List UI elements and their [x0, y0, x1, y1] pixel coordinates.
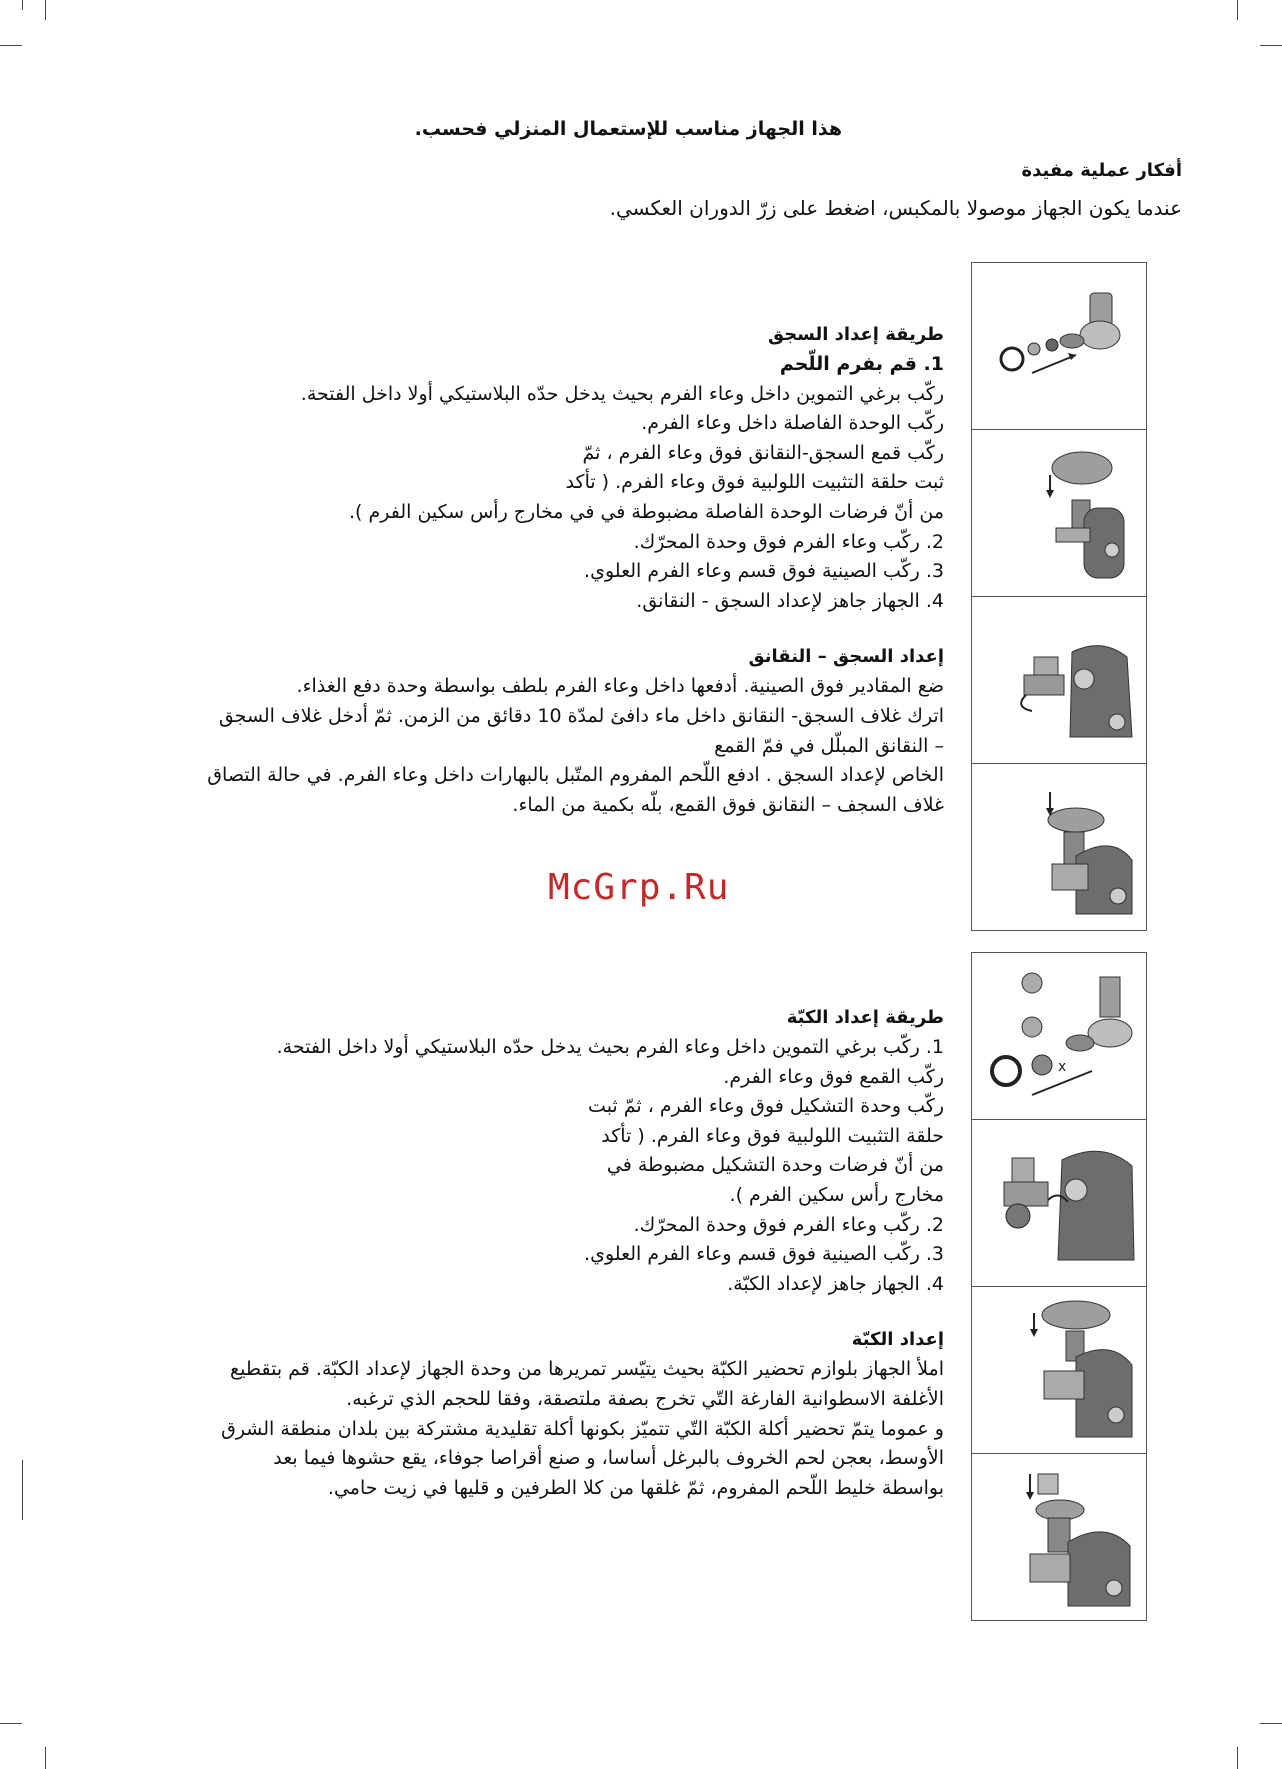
step-line: 4. الجهاز جاهز لإعداد الكبّة.	[727, 1272, 944, 1295]
crop-mark	[0, 45, 22, 46]
kibbeh-attach-icon	[972, 1120, 1146, 1286]
step-line: ركّب وحدة التشكيل فوق وعاء الفرم ، ثمّ ثبت	[588, 1095, 944, 1118]
tray-assembled-icon	[972, 764, 1146, 930]
svg-text:x: x	[1058, 1059, 1067, 1075]
prep-line: بواسطة خليط اللّحم المفروم، ثمّ غلقها من كلا الطرفين و قليها في زيت حامي.	[327, 1476, 944, 1499]
tips-text: عندما يكون الجهاز موصولا بالمكبس، اضغط على زرّ الدوران العكسي.	[609, 196, 1182, 220]
prep-line: اترك غلاف السجق- النقانق داخل ماء دافئ لمدّة 10 دقائق من الزمن. ثمّ أدخل غلاف السجق	[218, 704, 944, 727]
kibbeh-illustration-panel	[971, 952, 1147, 1621]
crop-mark	[22, 0, 23, 10]
kibbeh-parts-icon	[972, 953, 1146, 1119]
section-heading: إعداد الكبّة	[851, 1329, 944, 1351]
step-line: 1. ركّب برغي التموين داخل وعاء الفرم بحيث يدخل حدّه البلاستيكي أولا داخل الفتحة.	[276, 1036, 944, 1058]
step-line: 1. قم بفرم اللّحم	[779, 353, 944, 375]
illustration-cell	[972, 430, 1146, 597]
prep-line: و عموما يتمّ تحضير أكلة الكبّة التّي تتميّز بكونها أكلة تقليدية مشتركة بين بلدان منطقة الشرق	[221, 1417, 944, 1440]
step-line: 4. الجهاز جاهز لإعداد السجق - النقانق.	[636, 589, 944, 612]
crop-mark	[1260, 45, 1282, 46]
kibbeh-tray-mount-icon	[972, 1287, 1146, 1453]
kibbeh-assembled-icon	[972, 1454, 1146, 1620]
sausage-section	[207, 320, 944, 820]
grinder-attach-icon	[972, 597, 1146, 763]
watermark: McGrp.Ru	[548, 867, 730, 908]
step-line: حلقة التثبيت اللولبية فوق وعاء الفرم. ( تأكد	[601, 1124, 944, 1147]
tray-mount-icon	[972, 430, 1146, 596]
step-line: ركّب الوحدة الفاصلة داخل وعاء الفرم.	[641, 412, 944, 435]
section-heading: طريقة إعداد الكبّة	[786, 1007, 944, 1028]
step-line: من أنّ فرضات وحدة التشكيل مضبوطة في	[606, 1154, 944, 1177]
crop-mark	[22, 1460, 23, 1520]
crop-mark	[45, 0, 46, 20]
prep-line: غلاف السجف – النقانق فوق القمع، بلّه بكمية من الماء.	[512, 793, 944, 816]
step-line: ركّب قمع السجق-النقانق فوق وعاء الفرم ، ثمّ	[582, 441, 944, 464]
prep-line: الخاص لإعداد السجق . ادفع اللّحم المفروم المتّبل بالبهارات داخل وعاء الفرم. في حالة التصاق	[207, 764, 944, 787]
illustration-cell	[972, 1454, 1146, 1620]
prep-line: – النقانق المبلّل في فمّ القمع	[714, 734, 944, 757]
step-line: ثبت حلقة التثبيت اللولبية فوق وعاء الفرم. ( تأكد	[565, 471, 944, 494]
kibbeh-section	[221, 1003, 944, 1503]
step-line: 3. ركّب الصينية فوق قسم وعاء الفرم العلوي.	[584, 1243, 944, 1266]
tips-heading: أفكار عملية مفيدة	[1021, 160, 1182, 181]
sausage-illustration-panel	[971, 262, 1147, 931]
step-line: 2. ركّب وعاء الفرم فوق وحدة المحرّك.	[633, 1213, 944, 1236]
illustration-cell	[972, 764, 1146, 930]
page-title: هذا الجهاز مناسب للإستعمال المنزلي فحسب.	[414, 118, 842, 140]
crop-mark	[1260, 1723, 1282, 1724]
exploded-parts-icon	[972, 263, 1146, 429]
prep-line: الأغلفة الاسطوانية الفارغة التّي تخرج بصفة ملتصقة، وفقا للحجم الذي ترغبه.	[346, 1387, 944, 1410]
crop-mark	[1237, 1747, 1238, 1769]
step-line: 2. ركّب وعاء الفرم فوق وحدة المحرّك.	[633, 530, 944, 553]
prep-line: الأوسط، بعجن لحم الخروف بالبرغل أساسا، و صنع أقراصا جوفاء، يقع حشوها فيما بعد	[273, 1447, 944, 1470]
section-heading: إعداد السجق – النقانق	[748, 646, 944, 668]
step-line: من أنّ فرضات الوحدة الفاصلة مضبوطة في في مخارج رأس سكين الفرم ).	[348, 500, 944, 523]
prep-line: ضع المقادير فوق الصينية. أدفعها داخل وعاء الفرم بلطف بواسطة وحدة دفع الغذاء.	[296, 675, 944, 698]
step-line: ركّب القمع فوق وعاء الفرم.	[723, 1065, 944, 1088]
illustration-cell	[972, 953, 1146, 1120]
step-line: ركّب برغي التموين داخل وعاء الفرم بحيث يدخل حدّه البلاستيكي أولا داخل الفتحة.	[300, 382, 944, 405]
crop-mark	[45, 1747, 46, 1769]
step-line: مخارج رأس سكين الفرم ).	[729, 1183, 944, 1206]
illustration-cell	[972, 1287, 1146, 1454]
crop-mark	[1237, 0, 1238, 20]
illustration-cell	[972, 1120, 1146, 1287]
prep-line: املأ الجهاز بلوازم تحضير الكبّة بحيث يتيّسر تمريرها من وحدة الجهاز لإعداد الكبّة. قم بتقطيع	[230, 1358, 944, 1381]
illustration-cell	[972, 597, 1146, 764]
illustration-cell	[972, 263, 1146, 430]
step-line: 3. ركّب الصينية فوق قسم وعاء الفرم العلوي.	[584, 560, 944, 583]
crop-mark	[0, 1723, 22, 1724]
section-heading: طريقة إعداد السجق	[767, 324, 944, 345]
